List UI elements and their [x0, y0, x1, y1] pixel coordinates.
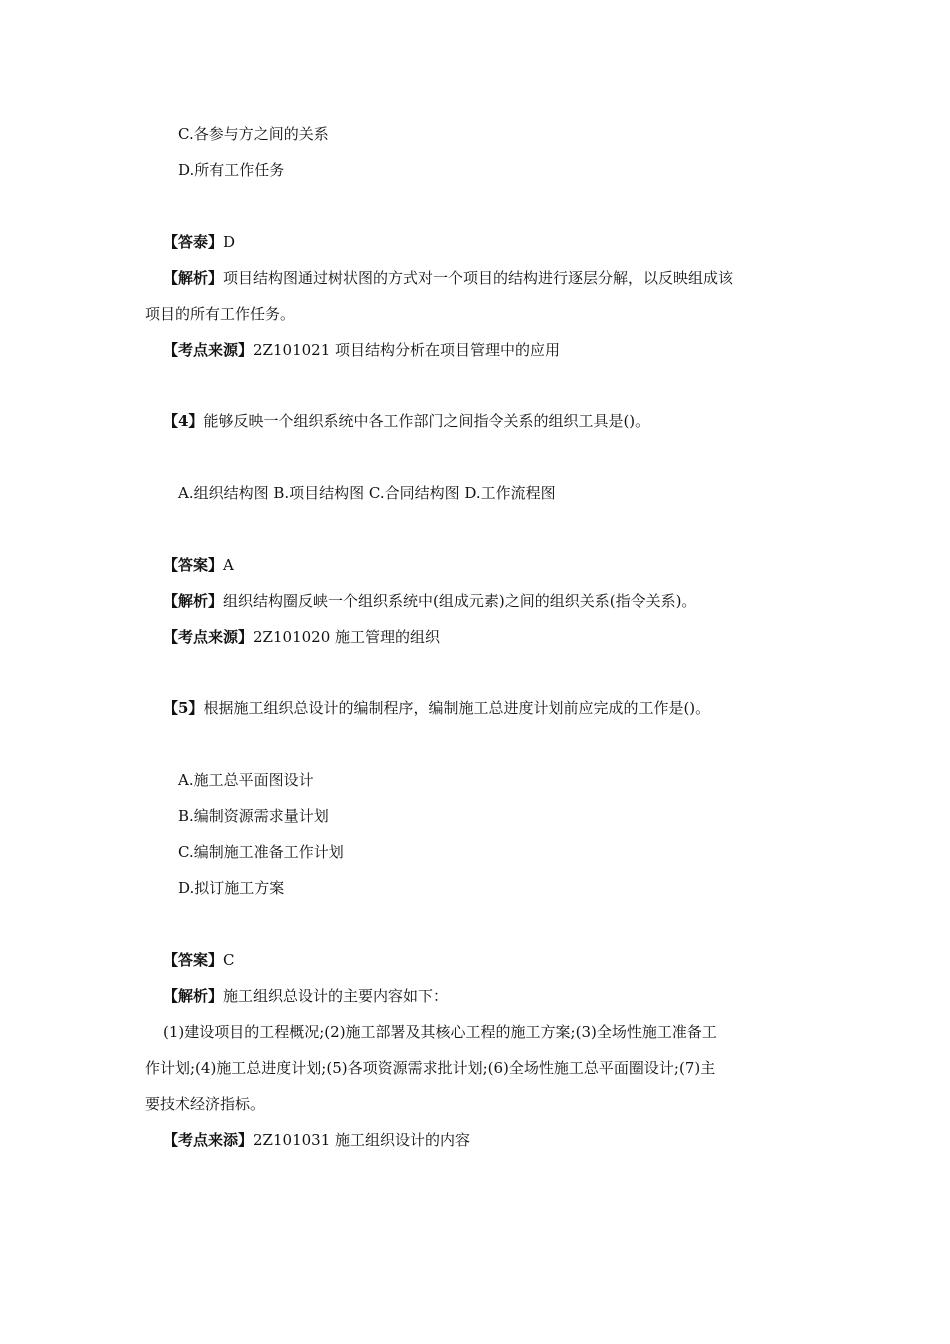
question-number: 【5】 [163, 699, 204, 717]
source-tag: 【考点来添】 [163, 1131, 254, 1149]
analysis-tag: 【解析】 [163, 987, 224, 1005]
q4-source [163, 627, 440, 647]
q5-question [163, 698, 710, 718]
analysis-tag: 【解析】 [163, 269, 224, 287]
q3-analysis-line1 [163, 268, 733, 288]
question-text: 能够反映一个组织系统中各工作部门之间指令关系的组织工具是()。 [203, 412, 651, 430]
q4-answer [163, 555, 234, 575]
q4-analysis [163, 591, 696, 611]
q3-option-d: D.所有工作任务 [178, 161, 285, 179]
source-tag: 【考点来源】 [163, 628, 254, 646]
q5-option-d: D.拟订施工方案 [178, 879, 285, 897]
analysis-tag: 【解析】 [163, 592, 224, 610]
q5-analysis-line3: 要技术经济指标。 [145, 1095, 266, 1113]
q5-source [163, 1130, 470, 1150]
q3-answer [163, 232, 235, 252]
answer-tag: 【答案】 [163, 556, 224, 574]
source-text: 2Z101020 施工管理的组织 [253, 628, 441, 646]
answer-value: A [223, 556, 234, 574]
q5-option-b: B.编制资源需求量计划 [178, 807, 329, 825]
source-text: 2Z101021 项目结构分析在项目管理中的应用 [253, 341, 561, 359]
analysis-text: 组织结构圈反峡一个组织系统中(组成元素)之间的组织关系(指令关系)。 [223, 592, 697, 610]
q5-analysis-line2: 作计划;(4)施工总进度计划;(5)各项资源需求批计划;(6)全场性施工总平面圈设计;(7)主 [145, 1059, 716, 1077]
analysis-text: 施工组织总设计的主要内容如下： [223, 987, 449, 1005]
answer-tag: 【答泰】 [163, 233, 224, 251]
q5-option-c: C.编制施工准备工作计划 [178, 843, 344, 861]
answer-value: C [223, 951, 235, 969]
answer-tag: 【答案】 [163, 951, 224, 969]
q5-answer [163, 950, 235, 970]
q5-analysis-line1: (1)建设项目的工程概况;(2)施工部署及其核心工程的施工方案;(3)全场性施工准备工 [163, 1023, 717, 1041]
source-text: 2Z101031 施工组织设计的内容 [253, 1131, 471, 1149]
question-number: 【4】 [163, 412, 204, 430]
q3-analysis-line2: 项目的所有工作任务。 [145, 305, 296, 323]
question-text: 根据施工组织总设计的编制程序，编制施工总进度计划前应完成的工作是()。 [203, 699, 711, 717]
q5-analysis-intro [163, 986, 448, 1006]
analysis-text: 项目结构图通过树状图的方式对一个项目的结构进行逐层分解，以反映组成该 [223, 269, 734, 287]
q4-options: A.组织结构图 B.项目结构图 C.合同结构图 D.工作流程图 [178, 484, 556, 502]
q5-option-a: A.施工总平面图设计 [178, 771, 314, 789]
q3-source [163, 340, 560, 360]
answer-value: D [223, 233, 236, 251]
source-tag: 【考点来源】 [163, 341, 254, 359]
q4-question [163, 411, 650, 431]
q3-option-c: C.各参与方之间的关系 [178, 125, 329, 143]
